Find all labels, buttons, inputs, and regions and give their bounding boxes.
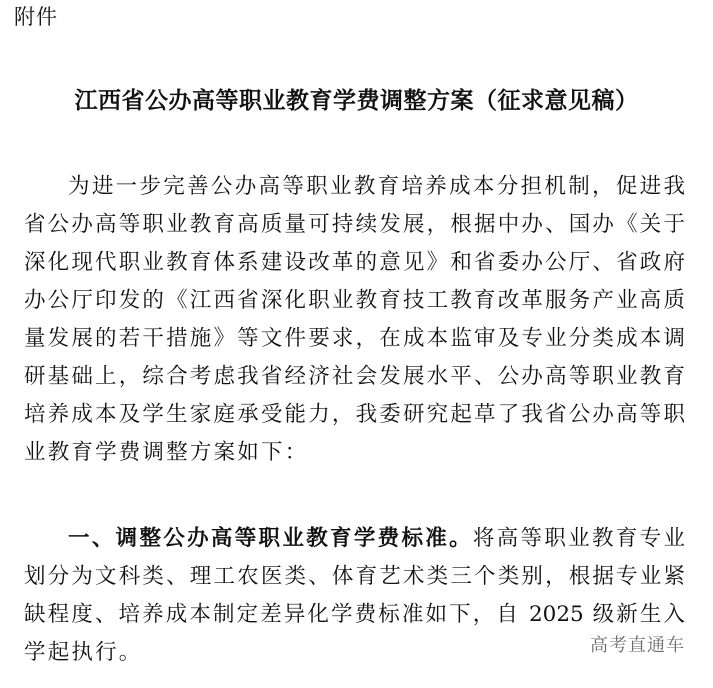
paragraph-line: 学起执行。	[24, 640, 143, 665]
paragraph-line: 划分为文科类、理工农医类、体育艺术类三个类别，根据专业紧	[24, 564, 685, 589]
paragraph-line: 办公厅印发的《江西省深化职业教育技工教育改革服务产业高质	[24, 288, 685, 313]
paragraph-line: 为进一步完善公办高等职业教育培养成本分担机制，促进我	[68, 174, 685, 199]
paragraph-line: 省公办高等职业教育高质量可持续发展，根据中办、国办《关于	[24, 212, 685, 237]
attachment-label: 附件	[14, 5, 58, 29]
paragraph-line: 业教育学费调整方案如下：	[24, 440, 309, 465]
paragraph-line: 量发展的若干措施》等文件要求，在成本监审及专业分类成本调	[24, 326, 685, 351]
section-heading-rest: 将高等职业教育专业	[472, 526, 685, 551]
paragraph-line: 培养成本及学生家庭承受能力，我委研究起草了我省公办高等职	[24, 402, 685, 427]
paragraph-line: 深化现代职业教育体系建设改革的意见》和省委办公厅、省政府	[24, 250, 685, 275]
document-title: 江西省公办高等职业教育学费调整方案（征求意见稿）	[74, 88, 639, 114]
section-heading: 一、调整公办高等职业教育学费标准。	[68, 526, 473, 551]
paragraph-line: 缺程度、培养成本制定差异化学费标准如下，自 2025 级新生入	[24, 602, 685, 627]
watermark-text: 高考直通车	[590, 635, 685, 656]
paragraph-line: 研基础上，综合考虑我省经济社会发展水平、公办高等职业教育	[24, 364, 685, 389]
section-first-line	[68, 522, 685, 556]
